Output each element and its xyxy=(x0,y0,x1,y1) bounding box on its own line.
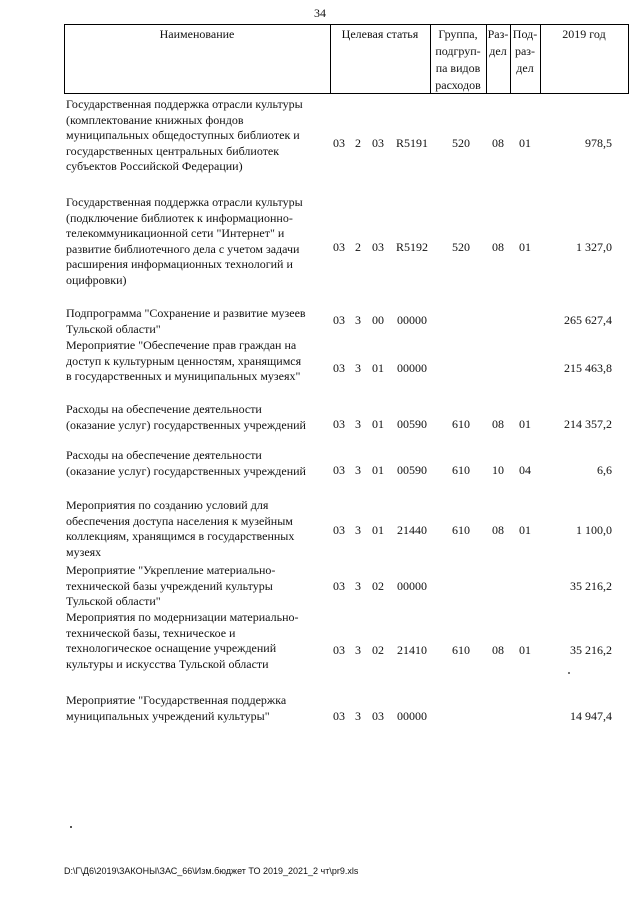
code-program: 03 xyxy=(333,361,345,375)
row-name-line: Государственная поддержка отрасли культуры xyxy=(66,195,303,209)
row-name xyxy=(66,97,328,175)
section-code: 08 xyxy=(492,523,504,537)
row-name-line: коллекциям, хранящимся в государственных xyxy=(66,529,295,543)
amount-2019: 6,6 xyxy=(597,463,612,477)
expense-group: 610 xyxy=(452,417,470,431)
header-group-line: па видов xyxy=(435,61,481,75)
code-program: 03 xyxy=(333,709,345,723)
code-program: 03 xyxy=(333,240,345,254)
code-event: 01 xyxy=(372,463,384,477)
row-name xyxy=(66,498,328,560)
amount-2019: 35 216,2 xyxy=(570,643,612,657)
code-direction: 00000 xyxy=(397,313,427,327)
row-name-line: Тульской области" xyxy=(66,594,161,608)
row-name-line: развитие библиотечного дела с учетом задачи xyxy=(66,241,300,256)
code-direction: R5191 xyxy=(395,136,428,150)
row-name xyxy=(66,402,328,433)
code-program: 03 xyxy=(333,136,345,150)
code-subprogram: 3 xyxy=(355,709,361,723)
row-name-line: Подпрограмма "Сохранение и развитие музеев xyxy=(66,306,306,320)
code-subprogram: 2 xyxy=(355,240,361,254)
amount-2019: 35 216,2 xyxy=(570,579,612,593)
row-name-line: Расходы на обеспечение деятельности xyxy=(66,448,262,462)
header-name: Наименование xyxy=(159,27,235,41)
amount-2019: 1 100,0 xyxy=(576,523,612,537)
header-group-line: подгруп- xyxy=(435,44,481,58)
code-program: 03 xyxy=(333,523,345,537)
section-code: 08 xyxy=(492,417,504,431)
row-name xyxy=(66,693,328,724)
row-name-line: музеях xyxy=(66,544,102,559)
header-group-line: расходов xyxy=(435,78,481,92)
page-number: 34 xyxy=(314,6,326,20)
code-direction: R5192 xyxy=(395,240,428,254)
row-name-line: технической базы учреждений культуры xyxy=(66,578,273,593)
expense-group: 610 xyxy=(452,463,470,477)
header-section xyxy=(486,26,510,60)
row-name xyxy=(66,338,328,385)
amount-2019: 215 463,8 xyxy=(564,361,612,375)
row-name xyxy=(66,195,328,288)
header-section-line: дел xyxy=(489,44,507,58)
code-program: 03 xyxy=(333,417,345,431)
code-subprogram: 2 xyxy=(355,136,361,150)
row-name-line: (подключение библиотек к информационно- xyxy=(66,210,293,225)
code-event: 02 xyxy=(372,579,384,593)
subsection-code: 01 xyxy=(519,136,531,150)
row-name-line: Мероприятие "Обеспечение прав граждан на xyxy=(66,338,297,352)
row-name-line: доступ к культурным ценностям, хранящимся xyxy=(66,353,302,368)
code-event: 03 xyxy=(372,136,384,150)
amount-2019: 214 357,2 xyxy=(564,417,612,431)
row-name-line: (комплектование книжных фондов xyxy=(66,112,244,127)
code-event: 01 xyxy=(372,361,384,375)
subsection-code: 01 xyxy=(519,643,531,657)
expense-group: 610 xyxy=(452,643,470,657)
subsection-code: 01 xyxy=(519,240,531,254)
row-name-line: культуры и искусства Тульской области xyxy=(66,656,269,671)
section-code: 08 xyxy=(492,136,504,150)
row-name xyxy=(66,448,328,479)
code-subprogram: 3 xyxy=(355,523,361,537)
row-name-line: муниципальных общедоступных библиотек и xyxy=(66,128,300,142)
code-subprogram: 3 xyxy=(355,463,361,477)
amount-2019: 14 947,4 xyxy=(570,709,612,723)
row-name-line: Мероприятия по созданию условий для xyxy=(66,498,269,512)
header-year: 2019 год xyxy=(562,27,606,41)
header-subsection-line: дел xyxy=(516,61,534,75)
row-name-line: Тульской области" xyxy=(66,321,161,336)
header-divider xyxy=(628,24,629,94)
row-name xyxy=(66,563,328,610)
row-name-line: Государственная поддержка отрасли культуры xyxy=(66,97,303,111)
scan-speck xyxy=(568,672,570,674)
subsection-code: 01 xyxy=(519,523,531,537)
header-target-article: Целевая статья xyxy=(341,27,419,41)
section-code: 08 xyxy=(492,240,504,254)
code-subprogram: 3 xyxy=(355,643,361,657)
code-direction: 00000 xyxy=(397,361,427,375)
code-program: 03 xyxy=(333,463,345,477)
row-name-line: (оказание услуг) государственных учреждений xyxy=(66,463,306,478)
code-direction: 00000 xyxy=(397,709,427,723)
code-subprogram: 3 xyxy=(355,579,361,593)
section-code: 08 xyxy=(492,643,504,657)
row-name-line: обеспечения доступа населения к музейным xyxy=(66,513,293,528)
code-direction: 21440 xyxy=(397,523,427,537)
header-subsection xyxy=(510,26,540,77)
table-header xyxy=(64,24,629,94)
row-name-line: субъектов Российской Федерации) xyxy=(66,159,243,173)
row-name-line: муниципальных учреждений культуры" xyxy=(66,708,270,723)
row-name-line: в государственных и муниципальных музеях" xyxy=(66,369,301,383)
code-event: 00 xyxy=(372,313,384,327)
code-program: 03 xyxy=(333,579,345,593)
code-subprogram: 3 xyxy=(355,361,361,375)
amount-2019: 1 327,0 xyxy=(576,240,612,254)
code-subprogram: 3 xyxy=(355,313,361,327)
code-event: 03 xyxy=(372,240,384,254)
header-section-line: Раз- xyxy=(487,27,509,41)
code-direction: 00590 xyxy=(397,463,427,477)
file-path-footer: D:\Г\Д6\2019\ЗАКОНЫ\ЗАС_66\Изм.бюджет ТО 2019_2021_2 чт\pr9.xls xyxy=(64,866,359,876)
row-name-line: технологическое оснащение учреждений xyxy=(66,641,277,655)
subsection-code: 04 xyxy=(519,463,531,477)
row-name-line: Мероприятие "Государственная поддержка xyxy=(66,693,287,707)
code-event: 01 xyxy=(372,417,384,431)
row-name-line: телекоммуникационной сети "Интернет" и xyxy=(66,226,285,240)
row-name-line: Мероприятие "Укрепление материально- xyxy=(66,563,276,577)
header-group-line: Группа, xyxy=(438,27,478,41)
code-program: 03 xyxy=(333,643,345,657)
expense-group: 520 xyxy=(452,240,470,254)
expense-group: 520 xyxy=(452,136,470,150)
row-name-line: государственных центральных библиотек xyxy=(66,143,280,158)
header-group xyxy=(430,26,486,94)
row-name-line: Мероприятия по модернизации материально- xyxy=(66,610,299,624)
scan-speck xyxy=(70,826,72,828)
code-direction: 21410 xyxy=(397,643,427,657)
code-event: 03 xyxy=(372,709,384,723)
row-name-line: расширения информационных технологий и xyxy=(66,257,293,271)
code-direction: 00000 xyxy=(397,579,427,593)
subsection-code: 01 xyxy=(519,417,531,431)
header-subsection-line: раз- xyxy=(514,44,536,58)
amount-2019: 265 627,4 xyxy=(564,313,612,327)
header-top-border xyxy=(64,24,629,25)
code-program: 03 xyxy=(333,313,345,327)
row-name-line: Расходы на обеспечение деятельности xyxy=(66,402,262,416)
code-subprogram: 3 xyxy=(355,417,361,431)
row-name-line: (оказание услуг) государственных учреждений xyxy=(66,417,306,432)
row-name-line: оцифровки) xyxy=(66,272,127,287)
row-name-line: технической базы, техническое и xyxy=(66,625,236,640)
row-name xyxy=(66,610,328,672)
code-event: 02 xyxy=(372,643,384,657)
code-direction: 00590 xyxy=(397,417,427,431)
row-name xyxy=(66,306,328,337)
expense-group: 610 xyxy=(452,523,470,537)
header-bottom-border xyxy=(64,93,629,94)
header-subsection-line: Под- xyxy=(512,27,538,41)
amount-2019: 978,5 xyxy=(585,136,612,150)
section-code: 10 xyxy=(492,463,504,477)
code-event: 01 xyxy=(372,523,384,537)
